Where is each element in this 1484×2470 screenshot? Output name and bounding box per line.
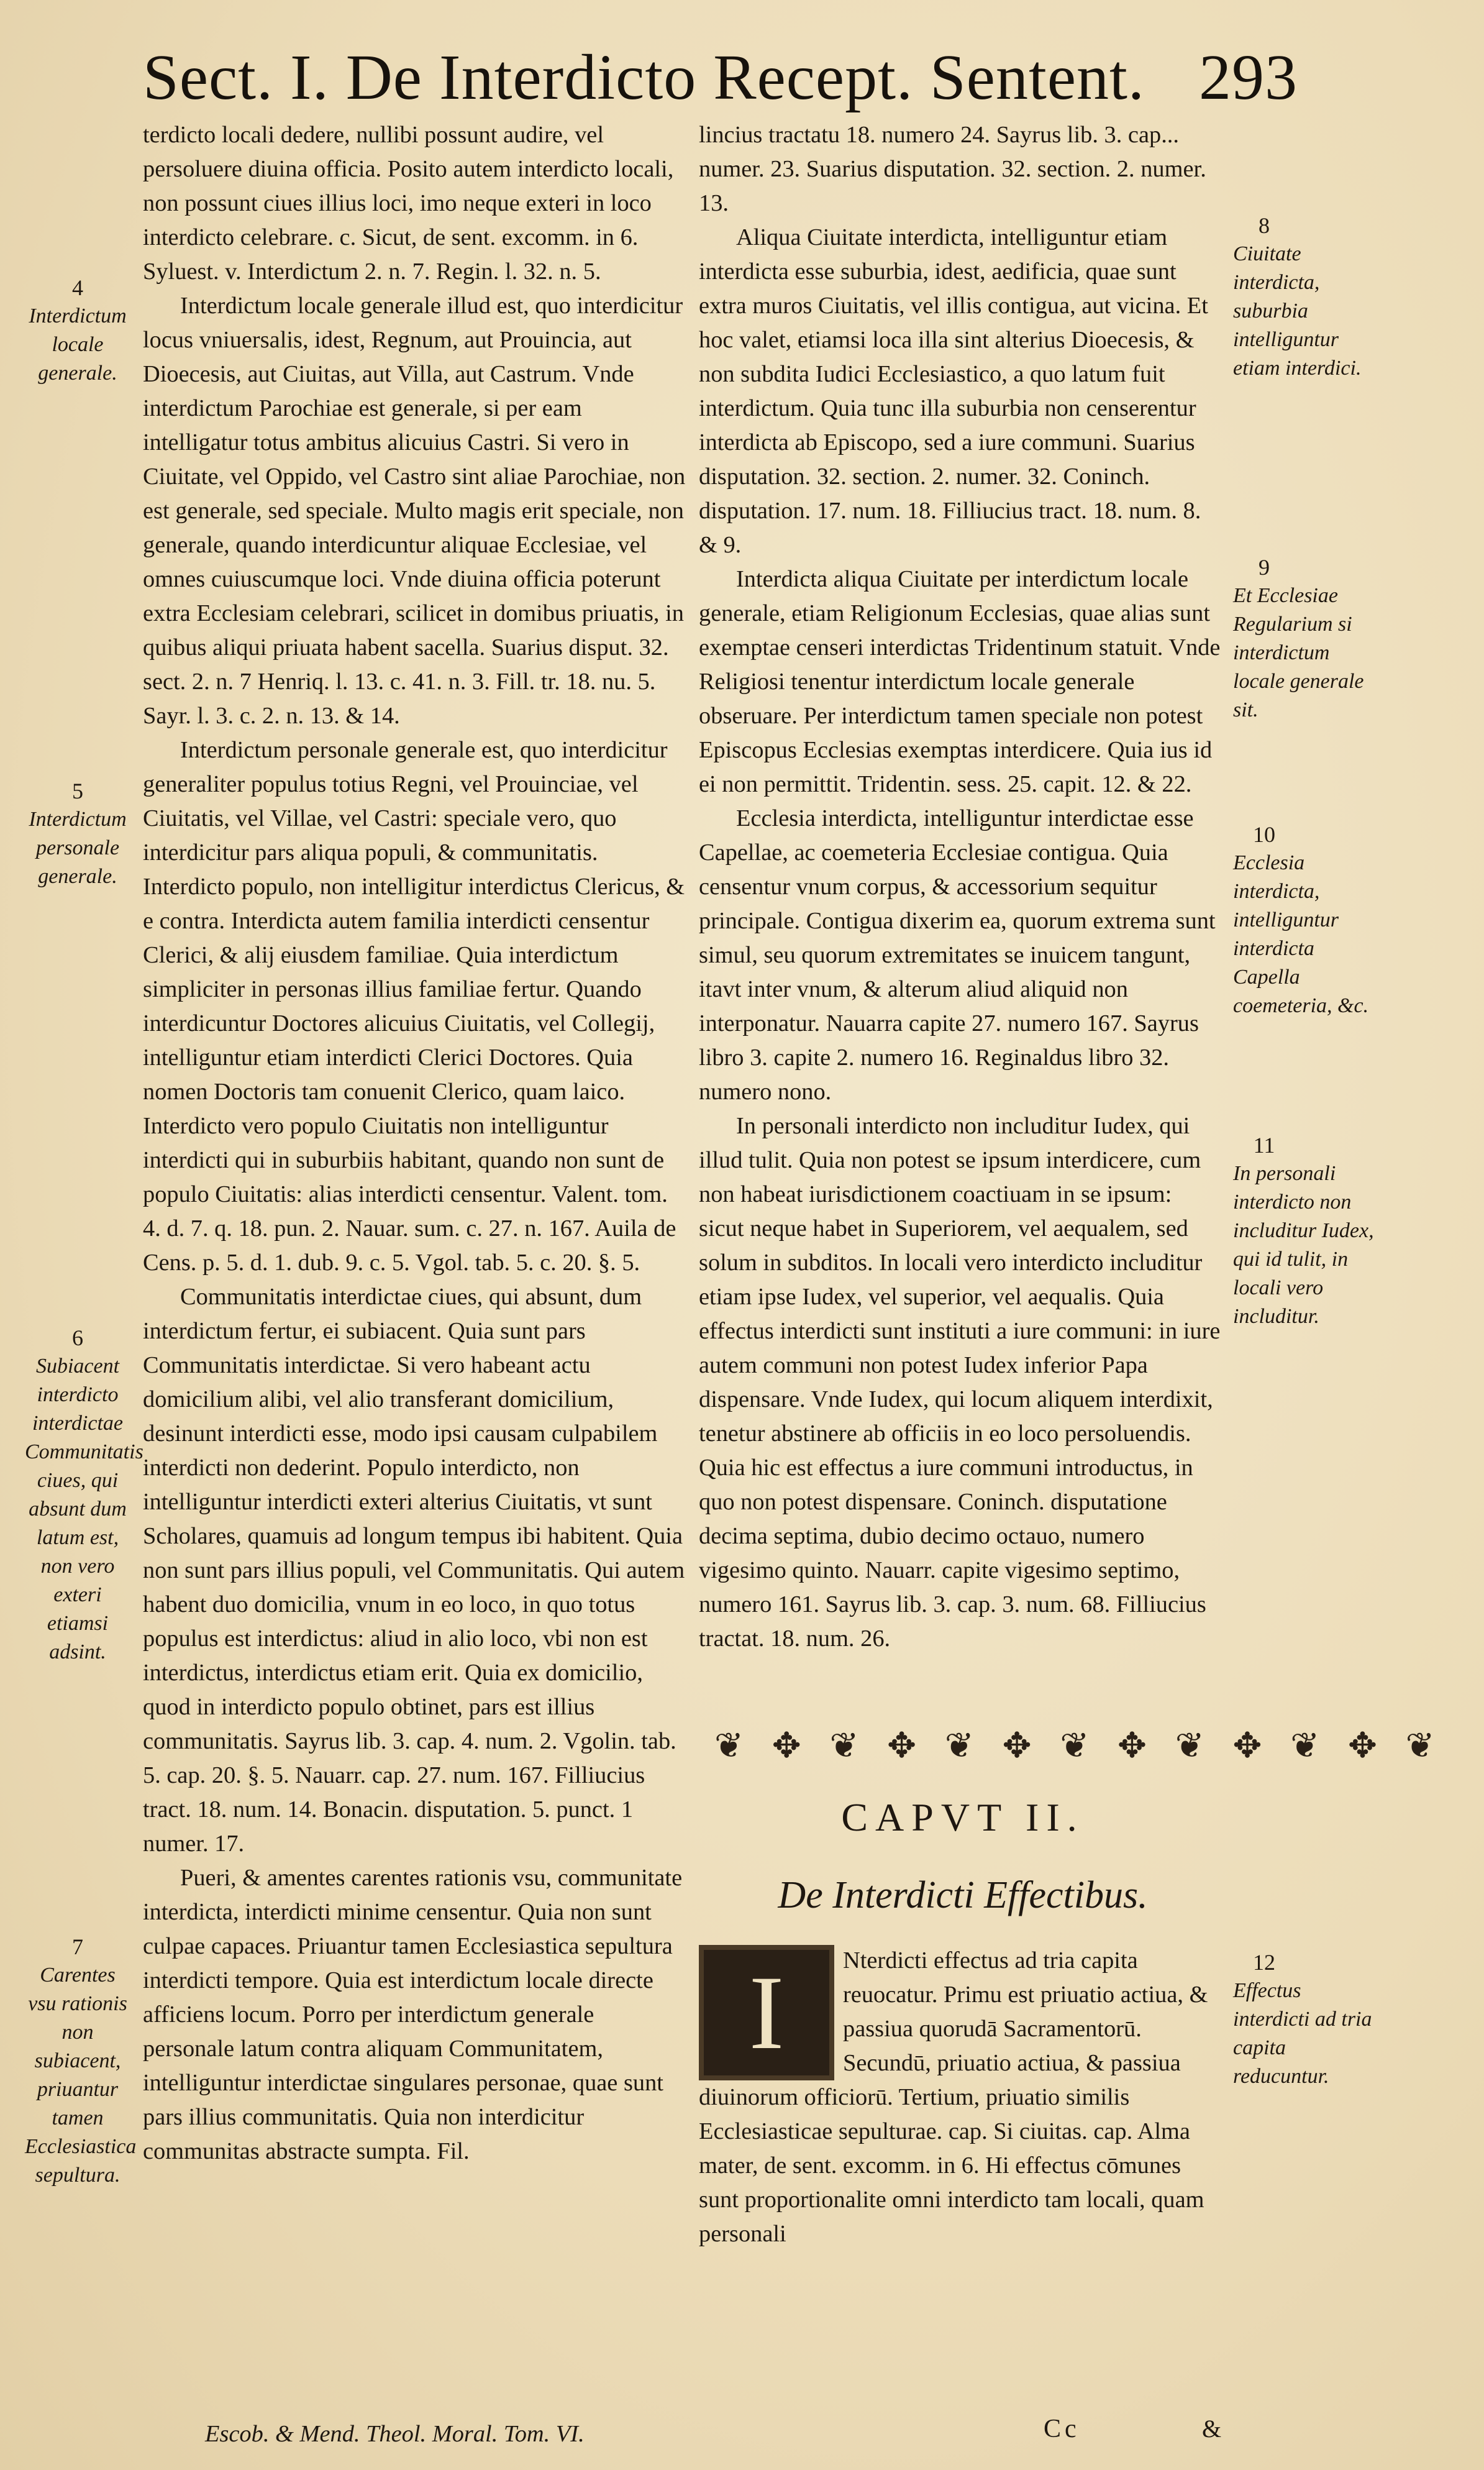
paragraph: Aliqua Ciuitate interdicta, intelliguntur etiam interdicta esse suburbia, idest, aedificia, quae sunt extra muros Ciuitatis, vel illis contigua, aut vicina. Et hoc valet, etiamsi loca illa sint alterius Dioecesis, & non subdita Iudici Ecclesiastico, a quo latum fuit interdictum. Quia tunc illa suburbia non censerentur interdicta ab Episcopo, sed a iure communi. Suarius disputation. 32. section. 2. numer. 32. Coninch. disputation. 17. num. 18. Filliucius tract. 18. num. 8. & 9. [699, 224, 1208, 558]
margin-note-text: In personali interdicto non includitur Iudex, qui id tulit, in locali vero includitur. [1233, 1162, 1374, 1328]
paragraph: In personali interdicto non includitur Iudex, qui illud tulit. Quia non potest se ipsum interdicere, cum non habeat iurisdictionem coactiuam in se ipsum: sicut neque habet in Superiorem, vel aequalem, sed solum in subditos. In locali vero interdicto includitur etiam ipse Iudex, vel superior, vel aequalis. Quia effectus interdicti sunt instituti a iure communi: in iure autem communi non potest Iudex inferior Papa dispensare. Vnde Iudex, qui locum aliquem interdixit, tenetur abstinere ab officiis in eo loco persoluendis. Quia hic est effectus a iure communi introductus, in quo non potest dispensare. Coninch. disputatione decima septima, dubio decimo octauo, numero vigesimo quinto. Nauarr. capite vigesimo septimo, numero 161. Sayrus lib. 3. cap. 3. num. 68. Filliucius tractat. 18. num. 26. [699, 1113, 1221, 1652]
paragraph: Interdictum personale generale est, quo interdicitur generaliter populus totius Regni, vel Prouinciae, vel Ciuitatis, vel Villae, vel Castri: speciale vero, quo interdicitur pars aliqua populi, & communitatis. Interdicto populo, non intelligitur interdictus Clericus, & e contra. Interdicta autem familia interdicti censentur Clerici, & alij eiusdem familiae. Quia interdictum simpliciter in personas illius familiae fertur. Quando interdicuntur Doctores alicuius Ciuitatis, vel Collegij, intelliguntur etiam interdicti Clerici Doctores. Quia nomen Doctoris tam conuenit Clerico, quam laico. Interdicto vero populo Ciuitatis non intelliguntur interdicti qui in suburbiis habitant, quando non sunt de populo Ciuitatis: alias interdicti censentur. Valent. tom. 4. d. 7. q. 18. pun. 2. Nauar. sum. c. 27. n. 167. Auila de Cens. p. 5. d. 1. dub. 9. c. 5. Vgol. tab. 5. c. 20. §. 5. [143, 737, 685, 1276]
footer-imprint: Escob. & Mend. Theol. Moral. Tom. VI. [205, 2421, 585, 2447]
left-text-column [143, 118, 690, 2169]
margin-note [25, 273, 130, 388]
margin-note [1233, 820, 1376, 1020]
margin-note [25, 1324, 143, 1667]
chapter-text: Nterdicti effectus ad tria capita reuocatur. Primu est priuatio actiua, & passiua quorudā Sacramentorū. Secundū, priuatio actiua, & passiua diuinorum officiorū. Tertium, priuatio similis Ecclesiasticae sepulturae. cap. Si ciuitas. cap. Alma mater, de sent. excomm. in 6. Hi effectus cōmunes sunt proportionalite omni interdicto tam locali, quam personali [699, 1947, 1208, 2247]
margin-note-text: Et Ecclesiae Regularium si interdictum locale generale sit. [1233, 584, 1364, 721]
chapter-subheading: De Interdicti Effectibus. [778, 1874, 1148, 1916]
margin-note-number: 8 [1259, 213, 1270, 238]
running-header [143, 37, 1385, 118]
margin-note-number: 5 [72, 779, 83, 803]
margin-note-text: Ciuitate interdicta, suburbia intelliguntur etiam interdici. [1233, 242, 1362, 380]
margin-note [1233, 1131, 1376, 1331]
signature-mark: Cc [1044, 2415, 1080, 2443]
margin-note-text: Carentes vsu rationis non subiacent, priuantur tamen Ecclesiastica sepultura. [25, 1964, 137, 2187]
margin-note [25, 777, 130, 891]
drop-cap-initial: I [699, 1945, 834, 2080]
margin-note-text: Effectus interdicti ad tria capita reducuntur. [1233, 1979, 1372, 2088]
margin-note-text: Interdictum locale generale. [29, 304, 127, 385]
margin-note-text: Subiacent interdicto interdictae Communitatis ciues, qui absunt dum latum est, non vero exteri etiamsi adsint. [25, 1355, 143, 1663]
right-text-column [699, 118, 1221, 1656]
margin-note [1233, 211, 1376, 383]
margin-note-number: 11 [1253, 1133, 1275, 1158]
margin-note-number: 4 [72, 275, 83, 300]
margin-note-text: Interdictum personale generale. [29, 808, 127, 888]
margin-note-number: 6 [72, 1325, 83, 1350]
margin-note-number: 12 [1253, 1950, 1275, 1975]
margin-note-number: 10 [1253, 822, 1275, 847]
margin-note [25, 1933, 137, 2190]
paragraph: Ecclesia interdicta, intelliguntur interdictae esse Capellae, ac coemeteria Ecclesiae contigua. Quia censentur vnum corpus, & accessorium sequitur principale. Contigua dixerim ea, quorum extrema sunt simul, seu quorum extremitates se inuicem tangunt, itavt inter vnum, & alterum aliud aliquid non interponatur. Nauarra capite 27. numero 167. Sayrus libro 3. capite 2. numero 16. Reginaldus libro 32. numero nono. [699, 805, 1216, 1105]
margin-note-number: 7 [72, 1934, 83, 1959]
paragraph: Interdictum locale generale illud est, quo interdicitur locus vniuersalis, idest, Regnum, aut Prouincia, aut Dioecesis, aut Ciuitas, aut Villa, aut Castrum. Vnde interdictum Parochiae est generale, si per eam intelligatur totus ambitus alicuius Castri. Si vero in Ciuitate, vel Oppido, vel Castro sint aliae Parochiae, non est generale, sed speciale. Multo magis erit speciale, non generale, quando interdicuntur aliquae Ecclesiae, vel omnes cuiuscumque loci. Vnde diuina officia poterunt extra Ecclesiam celebrari, scilicet in domibus priuatis, in quibus aliqui priuata habent sacella. Suarius disput. 32. sect. 2. n. 7 Henriq. l. 13. c. 41. n. 3. Fill. tr. 18. nu. 5. Sayr. l. 3. c. 2. n. 13. & 14. [143, 293, 686, 729]
decorative-ornament-band: ❦ ✥ ❦ ✥ ❦ ✥ ❦ ✥ ❦ ✥ ❦ ✥ ❦ [714, 1726, 1444, 1766]
chapter-opening-paragraph [699, 1944, 1221, 2251]
paragraph: Pueri, & amentes carentes rationis vsu, communitate interdicta, interdicti minime censentur. Quia non sunt culpae capaces. Priuantur tamen Ecclesiastica sepultura interdicti tempore. Quia est interdictum locale directe afficiens locum. Porro per interdictum generale personale latum contra aliquam Communitatem, intelliguntur interdictae singulares personae, quae sunt pars illius communitatis. Quia non interdicitur communitas abstracte sumpta. Fil. [143, 1865, 683, 2164]
paragraph: lincius tractatu 18. numero 24. Sayrus lib. 3. cap... numer. 23. Suarius disputation. 32. section. 2. numer. 13. [699, 122, 1206, 216]
margin-note [1233, 553, 1376, 725]
page-number: 293 [1199, 42, 1298, 113]
margin-note [1233, 1948, 1376, 2091]
header-title: Sect. I. De Interdicto Recept. Sentent. [143, 42, 1145, 113]
paragraph: Interdicta aliqua Ciuitate per interdictum locale generale, etiam Religionum Ecclesias, quae alias sunt exemptae censeri interdictas Tridentinum statuit. Vnde Religiosi tenentur interdictum locale generale obseruare. Per interdictum tamen speciale non potest Episcopus Ecclesias exemptas interdicere. Quia ius id ei non permittit. Tridentin. sess. 25. capit. 12. & 22. [699, 566, 1221, 797]
paragraph: terdicto locali dedere, nullibi possunt audire, vel persoluere diuina officia. Posito autem interdicto locali, non possunt ciues illius loci, imo neque exteri in loco interdicto celebrare. c. Sicut, de sent. excomm. in 6. Syluest. v. Interdictum 2. n. 7. Regin. l. 32. n. 5. [143, 122, 674, 285]
margin-note-text: Ecclesia interdicta, intelliguntur interdicta Capella coemeteria, &c. [1233, 851, 1369, 1017]
chapter-heading: CAPVT II. [841, 1795, 1085, 1839]
catchword: & [1202, 2415, 1222, 2443]
paragraph: Communitatis interdictae ciues, qui absunt, dum interdictum fertur, ei subiacent. Quia sunt pars Communitatis interdictae. Si vero habeant actu domicilium alibi, vel alio transferant domicilium, desinunt interdicti esse, modo ipsi causam culpabilem interdicti non dederint. Populo interdicto, non intelliguntur interdicti exteri alterius Ciuitatis, vt sunt Scholares, quamuis ad longum tempus ibi habitent. Quia non sunt pars illius populi, vel Communitatis. Qui autem habent duo domicilia, vnum in eo loco, in quo totus populus est interdictus: aliud in alio loco, vbi non est interdictus, interdictus etiam erit. Quia ex domicilio, quod in interdicto populo obtinet, pars est illius communitatis. Sayrus lib. 3. cap. 4. num. 2. Vgolin. tab. 5. cap. 20. §. 5. Nauarr. cap. 27. num. 167. Filliucius tract. 18. num. 14. Bonacin. disputation. 5. punct. 1 numer. 17. [143, 1284, 685, 1857]
margin-note-number: 9 [1259, 555, 1270, 580]
